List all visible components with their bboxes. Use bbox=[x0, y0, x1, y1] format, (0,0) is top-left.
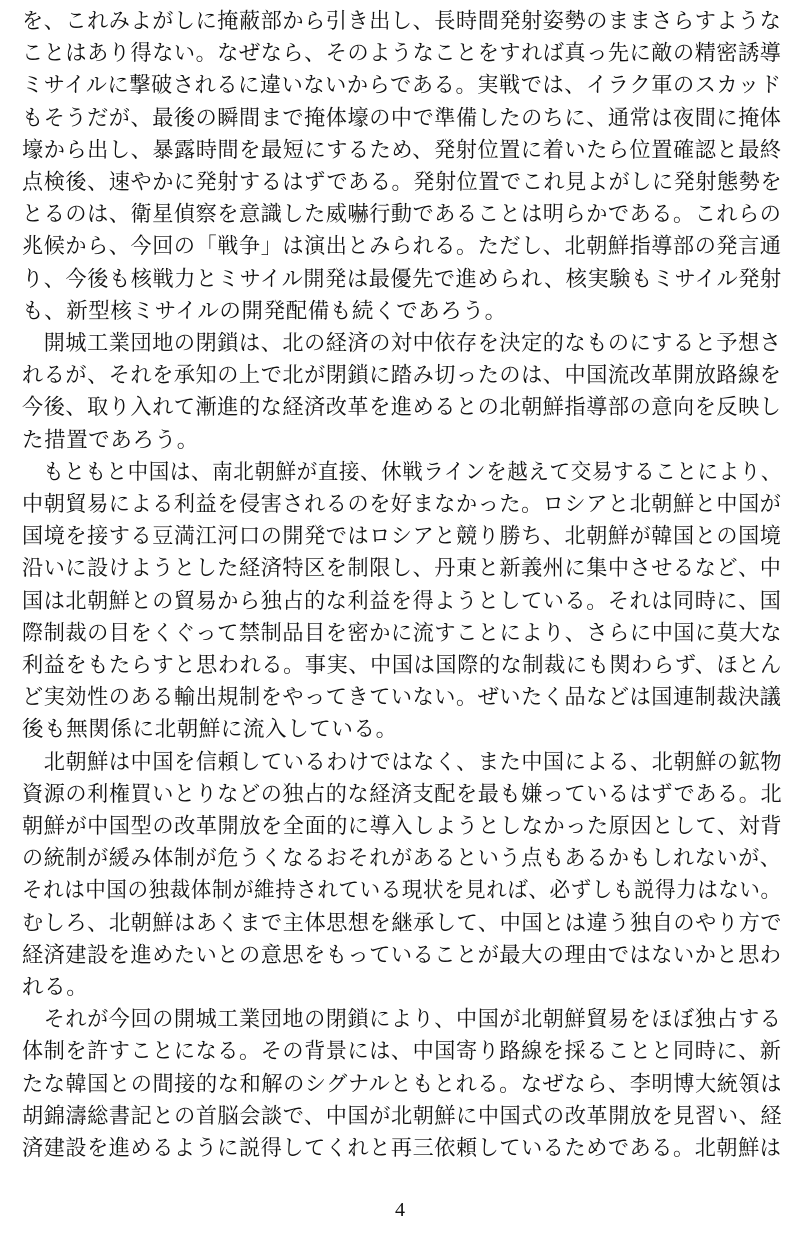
text-line: 際制裁の目をくぐって禁制品目を密かに流すことにより、さらに中国に莫大な bbox=[22, 620, 783, 646]
text-line: もともと中国は、南北朝鮮が直接、休戦ラインを越えて交易することにより、 bbox=[22, 459, 782, 485]
text-line: れる。 bbox=[22, 975, 89, 1000]
text-line: たな韓国との間接的な和解のシグナルともとれる。なぜなら、李明博大統領は bbox=[22, 1071, 782, 1097]
text-line: 経済建設を進めたいとの意思をもっていることが最大の理由ではないかと思わ bbox=[22, 942, 782, 968]
text-line: た措置であろう。 bbox=[22, 427, 199, 453]
text-line: 後も無関係に北朝鮮に流入している。 bbox=[22, 717, 398, 743]
text-line: ことはあり得ない。なぜなら、そのようなことをすれば真っ先に敵の精密誘導 bbox=[22, 41, 782, 67]
text-line: 今後、取り入れて漸進的な経済改革を進めるとの北朝鮮指導部の意向を反映し bbox=[22, 395, 782, 421]
text-line: の統制が緩み体制が危うくなるおそれがあるという点もあるかもしれないが、 bbox=[22, 846, 782, 872]
text-line: 点検後、速やかに発射するはずである。発射位置でこれ見よがしに発射態勢を bbox=[22, 170, 783, 195]
text-line: 胡錦濤総書記との首脳会談で、中国が北朝鮮に中国式の改革開放を見習い、経 bbox=[22, 1103, 783, 1129]
text-line: 資源の利権買いとりなどの独占的な経済支配を最も嫌っているはずである。北 bbox=[22, 781, 783, 807]
text-line: 兆候から、今回の「戦争」は演出とみられる。ただし、北朝鮮指導部の発言通 bbox=[22, 234, 782, 260]
text-line: 中朝貿易による利益を侵害されるのを好まなかった。ロシアと北朝鮮と中国が bbox=[22, 492, 782, 517]
text-line: れるが、それを承知の上で北が閉鎖に踏み切ったのは、中国流改革開放路線を bbox=[22, 363, 782, 389]
page-number: 4 bbox=[395, 1199, 405, 1221]
text-line: も、新型核ミサイルの開発配備も続くであろう。 bbox=[22, 298, 507, 324]
text-line: を、これみよがしに掩蔽部から引き出し、長時間発射姿勢のままさらすような bbox=[22, 9, 782, 34]
text-line: ど実効性のある輸出規制をやってきていない。ぜいたく品などは国連制裁決議 bbox=[22, 685, 782, 711]
text-line: 利益をもたらすと思われる。事実、中国は国際的な制裁にも関わらず、ほとん bbox=[22, 653, 782, 678]
text-line: もそうだが、最後の瞬間まで掩体壕の中で準備したのちに、通常は夜間に掩体 bbox=[22, 105, 782, 131]
text-line: それは中国の独裁体制が維持されている現状を見れば、必ずしも説得力はない。 bbox=[22, 878, 782, 904]
text-line: 体制を許すことになる。その背景には、中国寄り路線を採ることと同時に、新 bbox=[22, 1039, 782, 1065]
text-line: 開城工業団地の閉鎖は、北の経済の対中依存を決定的なものにすると予想さ bbox=[22, 331, 782, 356]
text-line: とるのは、衛星偵察を意識した威嚇行動であることは明らかである。これらの bbox=[22, 202, 782, 228]
text-line: 国は北朝鮮との貿易から独占的な利益を得ようとしている。それは同時に、国 bbox=[22, 588, 782, 614]
text-line: 朝鮮が中国型の改革開放を全面的に導入しようとしなかった原因として、対背 bbox=[22, 814, 783, 839]
text-line: ミサイルに撃破されるに違いないからである。実戦では、イラク軍のスカッド bbox=[22, 73, 782, 99]
text-line: それが今回の開城工業団地の閉鎖により、中国が北朝鮮貿易をほぼ独占する bbox=[22, 1007, 782, 1033]
text-line: むしろ、北朝鮮はあくまで主体思想を継承して、中国とは違う独自のやり方で bbox=[22, 910, 783, 936]
text-line: り、今後も核戦力とミサイル開発は最優先で進められ、核実験もミサイル発射 bbox=[22, 266, 782, 292]
text-line: 北朝鮮は中国を信頼しているわけではなく、また中国による、北朝鮮の鉱物 bbox=[22, 749, 783, 775]
text-line: 壕から出し、暴露時間を最短にするため、発射位置に着いたら位置確認と最終 bbox=[22, 137, 782, 163]
text-line: 沿いに設けようとした経済特区を制限し、丹東と新義州に集中させるなど、中 bbox=[22, 556, 782, 582]
text-line: 国境を接する豆満江河口の開発ではロシアと競り勝ち、北朝鮮が韓国との国境 bbox=[22, 524, 782, 550]
text-line: 済建設を進めるように説得してくれと再三依頼しているためである。北朝鮮は bbox=[22, 1136, 782, 1161]
